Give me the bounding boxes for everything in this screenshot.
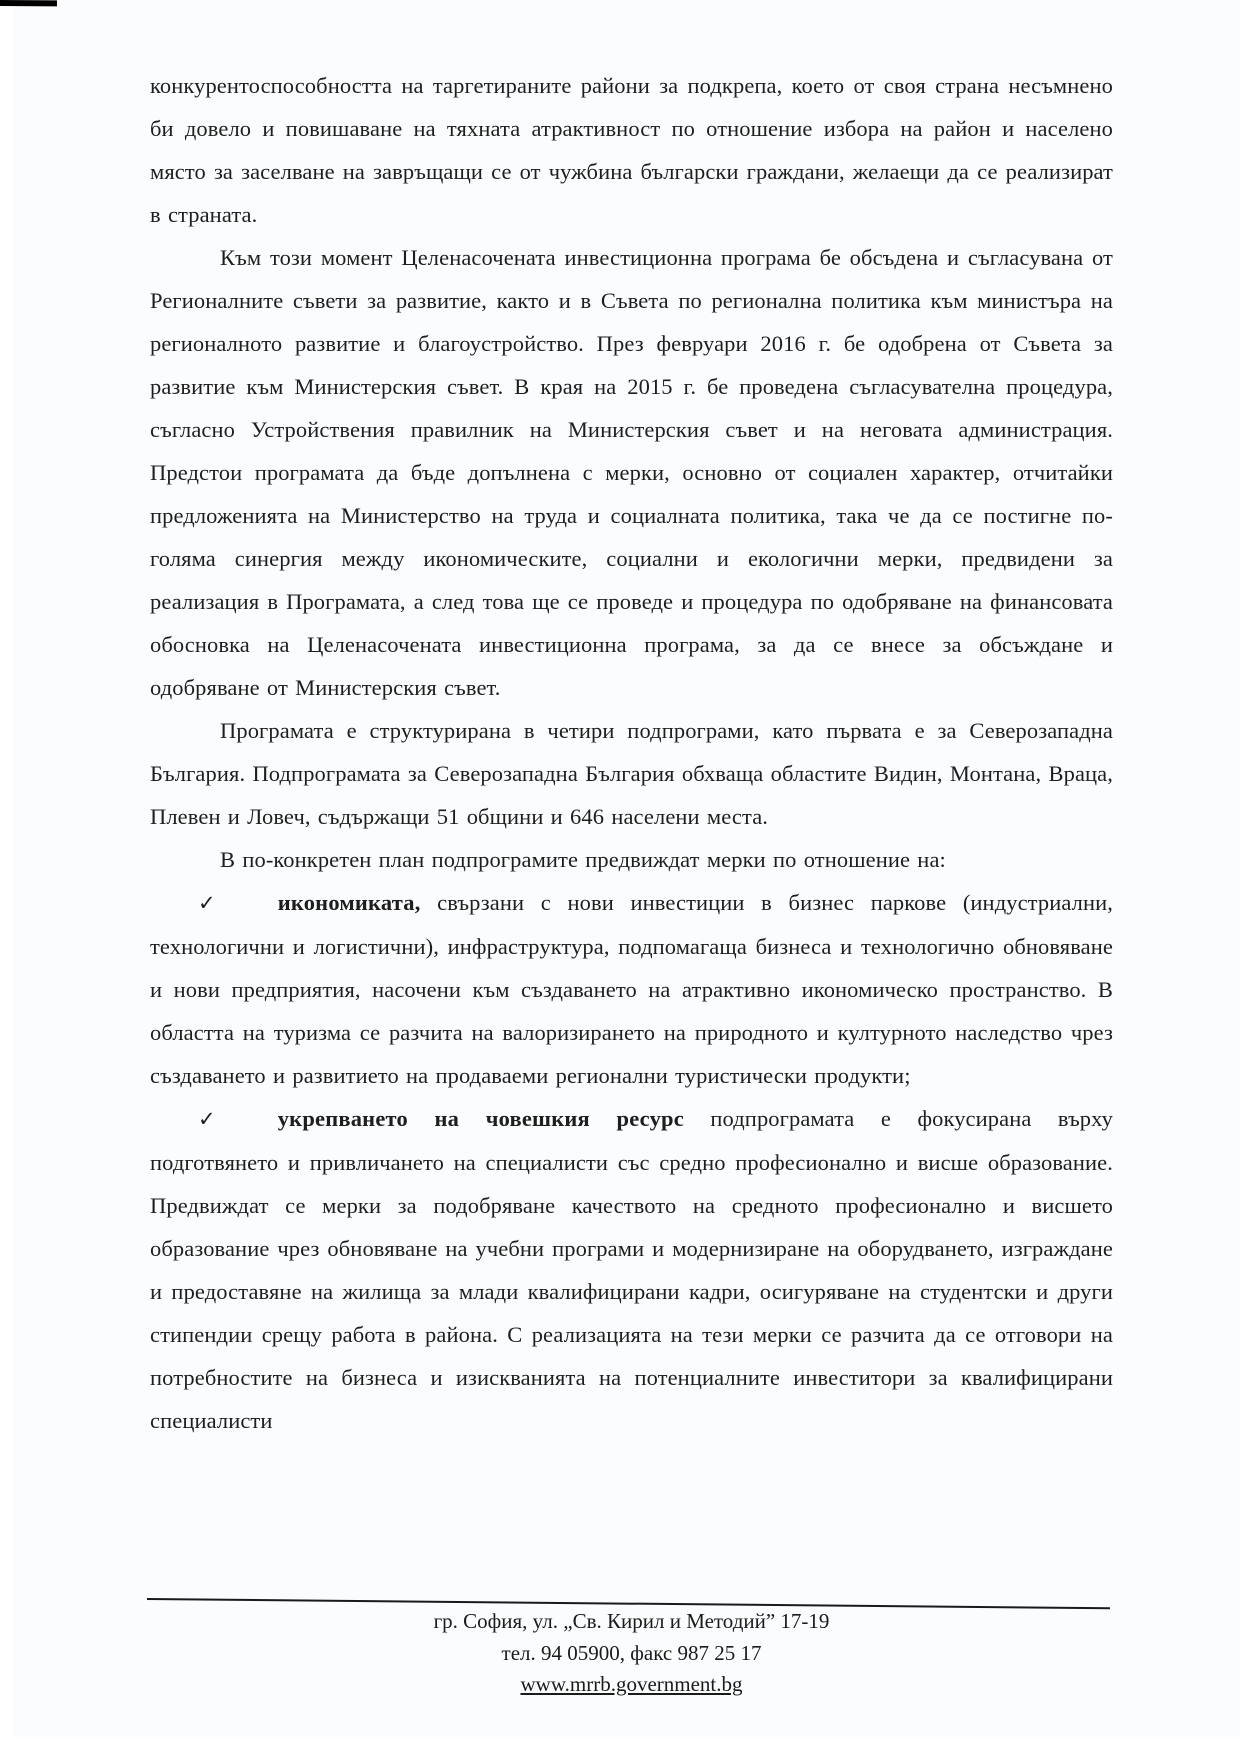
- footer-website-link[interactable]: www.mrrb.government.bg: [520, 1672, 743, 1696]
- bullet-bold-lead: икономиката,: [277, 890, 421, 915]
- bullet-text: подпрограмата е фокусирана върху подготвянето и привличането на специалисти със средно професионално и висше образование. Предвиждат се мерки за подобряване качеството на средното професионално и висшето образование чрез обновяване на учебни програми и модернизиране на оборудването, изграждане и предоставяне на жилища за млади квалифицирани кадри, осигуряване на студентски и други стипендии срещу работа в района. С реализацията на тези мерки се разчита да се отговори на потребностите на бизнеса и изискванията на потенциалните инвеститори за квалифицирани специалисти: [150, 1106, 1114, 1433]
- footer-phone: тел. 94 05900, факс 987 25 17: [501, 1640, 762, 1665]
- checkmark-icon: ✓: [198, 891, 216, 915]
- bullet-item-human-resources: [150, 1097, 1113, 1442]
- checkmark-icon: ✓: [198, 1107, 216, 1131]
- page-footer: [150, 1606, 1113, 1701]
- document-body: [150, 64, 1113, 1442]
- footer-address: гр. София, ул. „Св. Кирил и Методий” 17-19: [433, 1609, 830, 1633]
- paragraph-program-approval: Към този момент Целенасочената инвестиционна програма бе обсъдена и съгласувана от Регионалните съвети за развитие, както и в Съвета по регионална политика към министъра на регионалното развитие и благоустройство. През февруари 2016 г. бе одобрена от Съвета за развитие към Министерския съвет. В края на 2015 г. бе проведена съгласувателна процедура, съгласно Устройствения правилник на Министерския съвет и на неговата администрация. Предстои програмата да бъде допълнена с мерки, основно от социален характер, отчитайки предложенията на Министерство на труда и социалната политика, така че да се постигне по-голяма синергия между икономическите, социални и екологични мерки, предвидени за реализация в Програмата, а след това ще се проведе и процедура по одобряване на финансовата обосновка на Целенасочената инвестиционна програма, за да се внесе за обсъждане и одобряване от Министерския съвет.: [150, 245, 1113, 700]
- bullet-item-economy: [150, 881, 1113, 1097]
- scan-artifact-top-left: [0, 0, 57, 6]
- paragraph-continued: конкурентоспособността на таргетираните райони за подкрепа, което от своя страна несъмнено би довело и повишаване на тяхната атрактивност по отношение избора на район и населено място за заселване на завръщащи се от чужбина български граждани, желаещи да се реализират в страната.: [150, 73, 1113, 227]
- paragraph-program-structure: Програмата е структурирана в четири подпрограми, като първата е за Северозападна България. Подпрограмата за Северозападна България обхваща областите Видин, Монтана, Враца, Плевен и Ловеч, съдържащи 51 общини и 646 населени места.: [150, 718, 1113, 829]
- bullet-text: свързани с нови инвестиции в бизнес паркове (индустриални, технологични и логистични), инфраструктура, подпомагаща бизнеса и технологично обновяване и нови предприятия, насочени към създаването на атрактивно икономическо пространство. В областта на туризма се разчита на валоризирането на природното и културното наследство чрез създаването и развитието на продаваеми регионални туристически продукти;: [150, 890, 1113, 1088]
- bullet-bold-lead: укрепването на човешкия ресурс: [277, 1106, 684, 1131]
- paragraph-measures-intro: В по-конкретен план подпрограмите предвиждат мерки по отношение на:: [220, 847, 946, 872]
